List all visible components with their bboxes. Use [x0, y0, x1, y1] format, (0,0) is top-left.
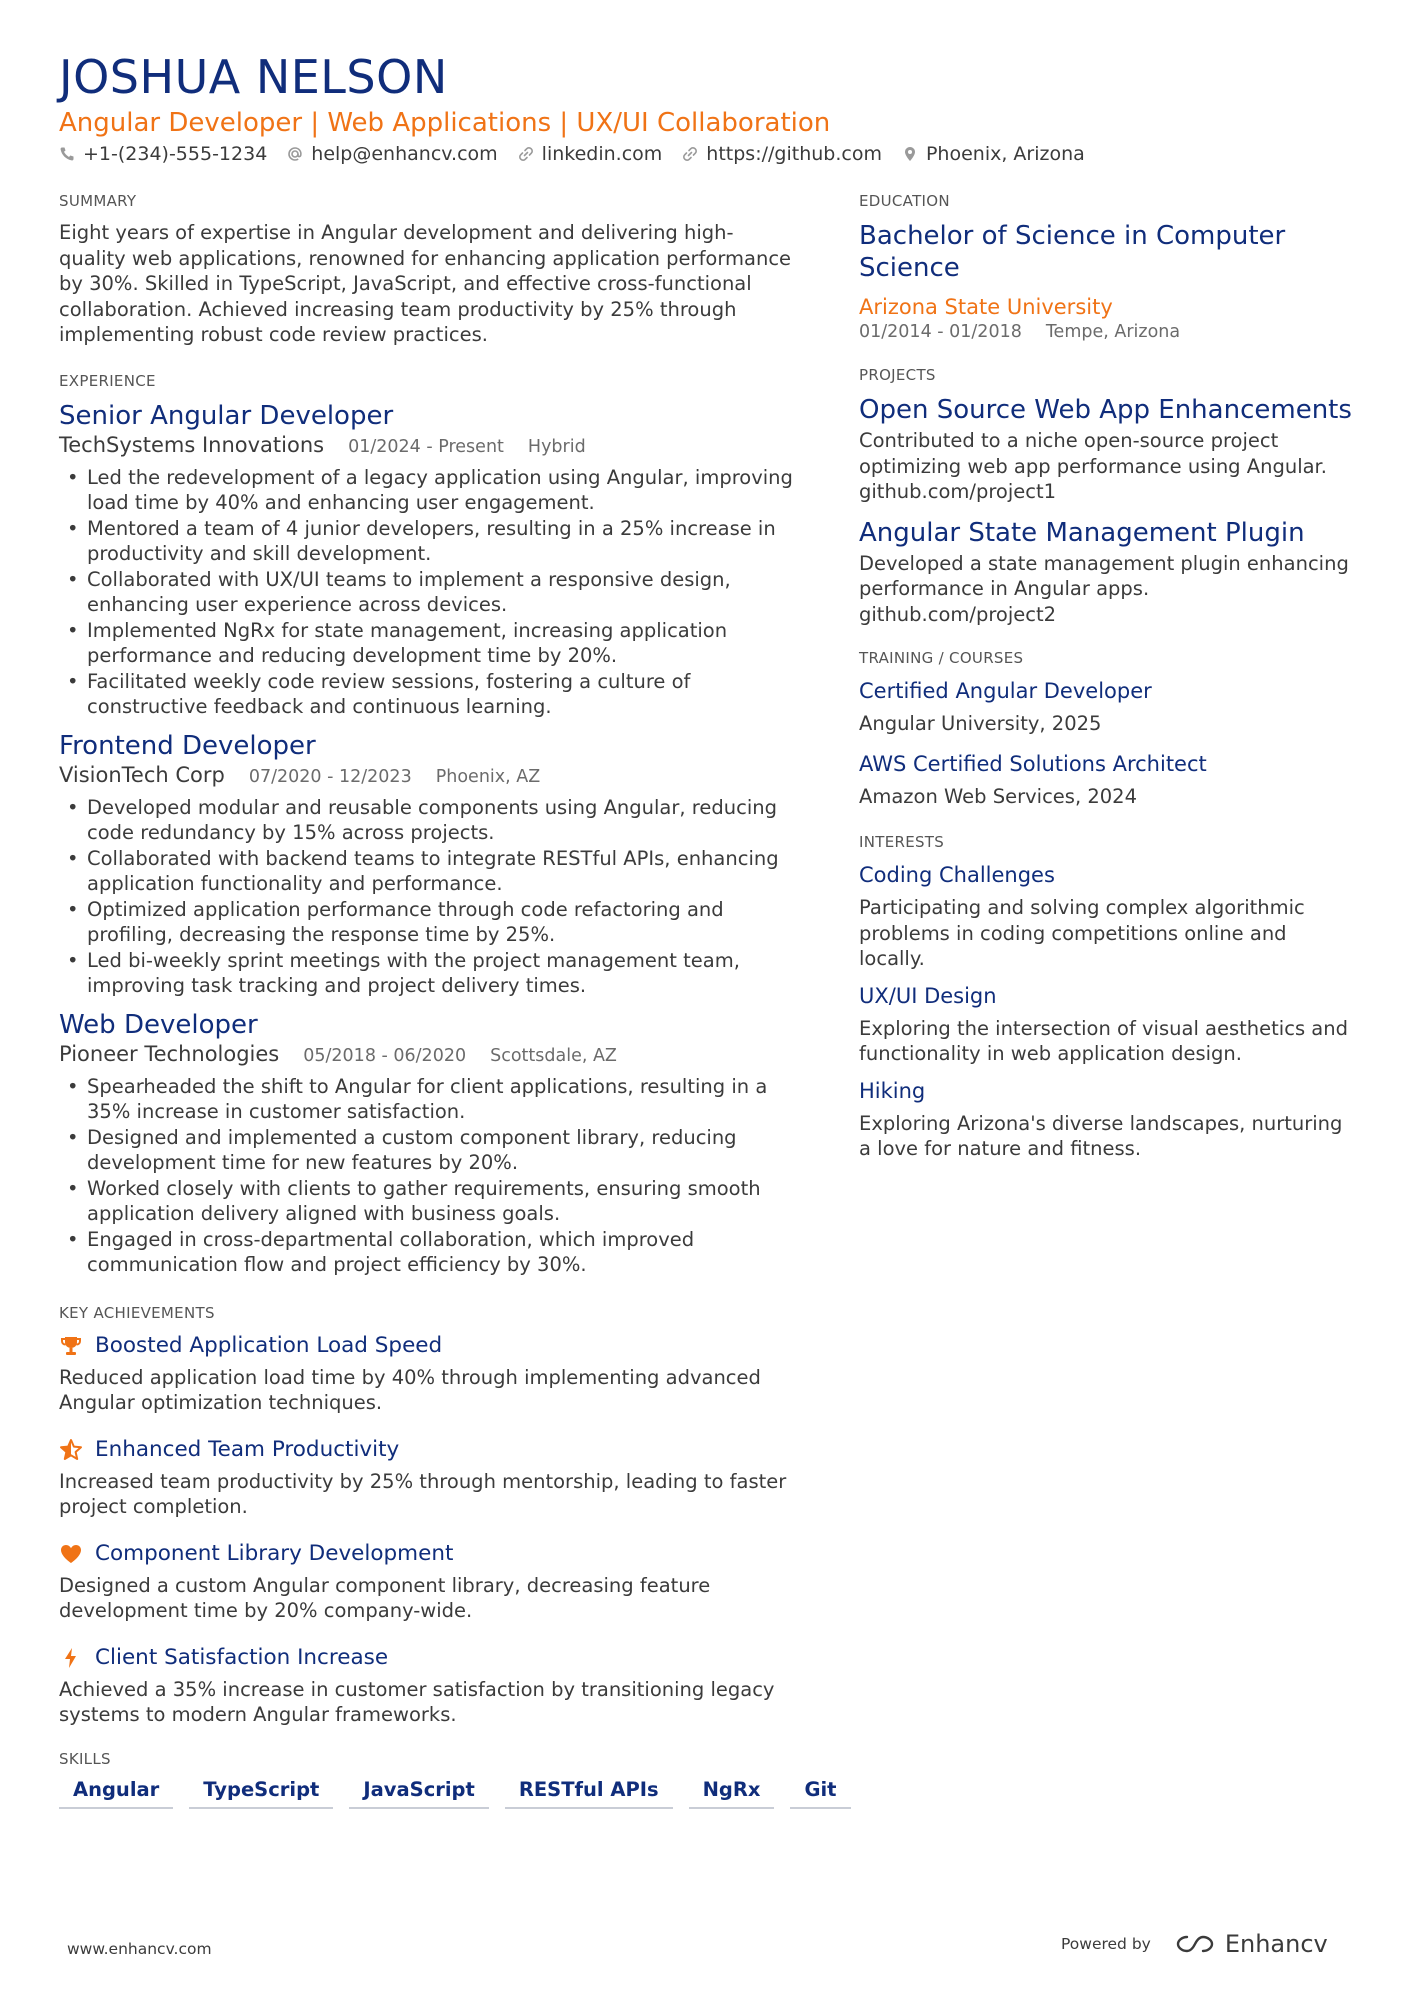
achievement-description [59, 1573, 809, 1624]
achievement-description [59, 1677, 809, 1728]
achievement-header [59, 1332, 809, 1360]
bullet-line: enhancing user experience across devices. [87, 593, 508, 616]
bullet-item [59, 516, 809, 567]
bullet-item [59, 846, 809, 897]
summary-heading: SUMMARY [59, 192, 137, 210]
project-line: performance in Angular apps. [859, 577, 1150, 600]
bullet-line: • Implemented NgRx for state management, increasing application [87, 618, 728, 642]
bullet-line: • Optimized application performance through code refactoring and [87, 897, 724, 921]
training-heading: TRAINING / COURSES [859, 649, 1024, 667]
bullet-line: • Led bi-weekly sprint meetings with the project management team, [87, 948, 740, 972]
company-name: Pioneer Technologies [59, 1041, 280, 1066]
contact-linkedin [518, 143, 663, 165]
bolt-icon [59, 1646, 83, 1670]
projects-heading: PROJECTS [859, 366, 936, 384]
summary-line: by 30%. Skilled in TypeScript, JavaScript, and effective cross-functional [59, 272, 752, 295]
candidate-name: JOSHUA NELSON [59, 50, 448, 104]
contact-email-text: help@enhancv.com [311, 143, 498, 165]
interest-line: locally. [859, 947, 925, 970]
project-link: github.com/project1 [859, 480, 1057, 503]
contact-github [682, 143, 882, 165]
bullet-line: • Developed modular and reusable components using Angular, reducing [87, 795, 777, 819]
course-title: Certified Angular Developer [859, 679, 1152, 703]
project-description [859, 428, 1359, 505]
project-line: optimizing web app performance using Angular. [859, 454, 1327, 478]
bullet-line: • Mentored a team of 4 junior developers, resulting in a 25% increase in [87, 516, 776, 540]
bullet-item [59, 1125, 809, 1176]
achievement-header [59, 1540, 809, 1568]
interest-item [859, 1077, 1359, 1162]
contact-location [902, 143, 1085, 165]
left-column [59, 192, 837, 1809]
enhancv-logo-icon [1173, 1932, 1217, 1956]
job-title: Frontend Developer [59, 730, 316, 761]
interest-item [859, 861, 1359, 972]
contact-phone [59, 143, 267, 165]
job-meta [59, 763, 809, 787]
achievements-section [59, 1304, 809, 1728]
course-provider: Amazon Web Services, 2024 [859, 785, 1137, 808]
bullet-line: • Facilitated weekly code review sessions, fostering a culture of [87, 669, 691, 693]
skills-heading: SKILLS [59, 1749, 111, 1768]
interest-description [859, 1016, 1359, 1067]
link-icon [518, 146, 534, 162]
achievement-line: Angular optimization techniques. [59, 1391, 383, 1414]
brand-logo[interactable] [1173, 1930, 1328, 1958]
achievement-line: Increased team productivity by 25% through mentorship, leading to faster [59, 1469, 787, 1493]
job-dates: 07/2020 - 12/2023 [248, 766, 412, 787]
summary-line: collaboration. Achieved increasing team productivity by 25% through [59, 297, 737, 321]
interest-line: a love for nature and fitness. [859, 1137, 1142, 1160]
skill-tag: NgRx [689, 1778, 775, 1809]
summary-section [59, 192, 809, 348]
bullet-line: development time for new features by 20%. [87, 1151, 519, 1174]
job-dates: 05/2018 - 06/2020 [303, 1045, 467, 1066]
bullet-line: load time by 40% and enhancing user engagement. [87, 491, 595, 514]
job-meta [59, 433, 809, 457]
achievement-item [59, 1644, 809, 1728]
bullet-line: • Collaborated with UX/UI teams to implement a responsive design, [87, 567, 731, 591]
achievement-header [59, 1436, 809, 1464]
experience-section [59, 372, 809, 1278]
job-location: Phoenix, AZ [435, 766, 541, 787]
interest-description [859, 1111, 1359, 1162]
project-link: github.com/project2 [859, 602, 1057, 626]
bullet-line: code redundancy by 15% across projects. [87, 821, 495, 844]
achievement-item [59, 1332, 809, 1416]
bullet-item [59, 1176, 809, 1227]
degree-line: Science [859, 253, 960, 283]
course-item [859, 677, 1359, 736]
achievement-line: Designed a custom Angular component library, decreasing feature [59, 1573, 711, 1597]
bullet-item [59, 465, 809, 516]
bullet-line: • Engaged in cross-departmental collaboration, which improved [87, 1227, 695, 1251]
job-title: Web Developer [59, 1009, 258, 1040]
summary-line: Eight years of expertise in Angular development and delivering high- [59, 221, 734, 244]
interest-title: UX/UI Design [859, 983, 997, 1008]
interest-line: Exploring Arizona's diverse landscapes, nurturing [859, 1111, 1343, 1135]
brand-name: Enhancv [1224, 1930, 1328, 1958]
footer-website[interactable]: www.enhancv.com [67, 1940, 212, 1958]
interests-section [859, 833, 1359, 1162]
interest-description [859, 895, 1359, 972]
course-item [859, 750, 1359, 809]
skill-tag: RESTful APIs [505, 1778, 673, 1809]
bullet-item [59, 897, 809, 948]
bullet-line: constructive feedback and continuous learning. [87, 695, 552, 718]
link-icon [682, 146, 698, 162]
training-section [859, 649, 1359, 809]
summary-text [59, 220, 809, 348]
bullet-item [59, 1227, 809, 1278]
project-line: Developed a state management plugin enhancing [859, 551, 1349, 575]
job-location: Hybrid [527, 436, 586, 457]
skills-section [59, 1749, 837, 1809]
bullet-line: application functionality and performance. [87, 872, 503, 895]
bullet-item [59, 795, 809, 846]
bullet-line: 35% increase in customer satisfaction. [87, 1100, 466, 1123]
interest-line: functionality in web application design. [859, 1042, 1242, 1065]
bullet-item [59, 948, 809, 999]
achievement-item [59, 1540, 809, 1624]
job-bullets [59, 795, 809, 999]
education-dates: 01/2014 - 01/2018 [859, 322, 1022, 342]
location-pin-icon [902, 146, 918, 162]
bullet-line: communication flow and project efficiency by 30%. [87, 1253, 587, 1276]
skills-list [59, 1777, 837, 1809]
interest-line: Participating and solving complex algorithmic [859, 896, 1305, 919]
project-item [859, 394, 1359, 505]
achievement-item [59, 1436, 809, 1520]
job-dates: 01/2024 - Present [348, 436, 504, 457]
education-meta [859, 322, 1359, 342]
job-bullets [59, 465, 809, 720]
company-name: TechSystems Innovations [59, 432, 325, 457]
interest-title: Hiking [859, 1078, 926, 1103]
bullet-line: • Spearheaded the shift to Angular for client applications, resulting in a [87, 1074, 768, 1098]
bullet-item [59, 567, 809, 618]
footer-branding [1061, 1930, 1328, 1958]
project-title: Open Source Web App Enhancements [859, 395, 1352, 425]
headline: Angular Developer | Web Applications | UX/UI Collaboration [59, 108, 831, 138]
trophy-icon [59, 1334, 83, 1358]
summary-line: quality web applications, renowned for enhancing application performance [59, 246, 792, 270]
job-entry [59, 730, 809, 999]
achievement-title: Boosted Application Load Speed [95, 1332, 443, 1358]
achievement-line: Reduced application load time by 40% through implementing advanced [59, 1365, 761, 1389]
right-column [859, 192, 1359, 1172]
powered-by-label: Powered by [1061, 1935, 1151, 1953]
achievement-description [59, 1469, 809, 1520]
contact-phone-text: +1-(234)-555-1234 [83, 143, 268, 165]
contact-bar [59, 143, 1085, 165]
bullet-line: improving task tracking and project delivery times. [87, 974, 587, 997]
bullet-line: • Designed and implemented a custom component library, reducing [87, 1125, 737, 1149]
degree-line: Bachelor of Science in Computer [859, 221, 1286, 251]
skill-tag: Git [790, 1778, 850, 1809]
contact-email [287, 143, 497, 165]
job-entry [59, 400, 809, 720]
bullet-line: performance and reducing development time by 20%. [87, 644, 618, 667]
bullet-line: application delivery aligned with business goals. [87, 1202, 561, 1225]
contact-linkedin-text: linkedin.com [541, 143, 663, 165]
school-name: Arizona State University [859, 295, 1113, 319]
education-location: Tempe, Arizona [1045, 322, 1181, 342]
bullet-line: • Collaborated with backend teams to integrate RESTful APIs, enhancing [87, 846, 779, 870]
bullet-line: • Led the redevelopment of a legacy application using Angular, improving [87, 465, 793, 489]
project-line: Contributed to a niche open-source project [859, 429, 1279, 452]
contact-location-text: Phoenix, Arizona [925, 143, 1085, 165]
job-title: Senior Angular Developer [59, 400, 394, 431]
summary-line: implementing robust code review practices. [59, 323, 488, 346]
degree [859, 220, 1359, 284]
bullet-item [59, 1074, 809, 1125]
skill-tag: JavaScript [349, 1778, 488, 1809]
course-title: AWS Certified Solutions Architect [859, 752, 1207, 776]
achievement-description [59, 1365, 809, 1416]
bullet-item [59, 669, 809, 720]
education-heading: EDUCATION [859, 192, 950, 210]
company-name: VisionTech Corp [59, 762, 225, 787]
experience-heading: EXPERIENCE [59, 371, 156, 390]
education-section [859, 192, 1359, 342]
achievement-line: systems to modern Angular frameworks. [59, 1703, 457, 1726]
skill-tag: Angular [59, 1778, 173, 1809]
bullet-line: profiling, decreasing the response time by 25%. [87, 923, 556, 946]
interest-item [859, 982, 1359, 1067]
project-description [859, 551, 1359, 628]
project-title: Angular State Management Plugin [859, 517, 1305, 548]
interests-heading: INTERESTS [859, 833, 945, 851]
bullet-line: productivity and skill development. [87, 542, 432, 565]
at-icon [287, 146, 303, 162]
bullet-line: • Worked closely with clients to gather requirements, ensuring smooth [87, 1176, 761, 1200]
job-bullets [59, 1074, 809, 1278]
job-location: Scottsdale, AZ [490, 1045, 617, 1066]
job-meta [59, 1042, 809, 1066]
job-entry [59, 1009, 809, 1278]
achievement-title: Component Library Development [95, 1540, 454, 1566]
project-item [859, 517, 1359, 628]
interest-title: Coding Challenges [859, 863, 1055, 887]
achievement-title: Client Satisfaction Increase [95, 1644, 389, 1670]
star-icon [59, 1438, 83, 1462]
course-provider: Angular University, 2025 [859, 712, 1102, 735]
achievement-header [59, 1644, 809, 1672]
achievements-heading: KEY ACHIEVEMENTS [59, 1303, 215, 1322]
bullet-item [59, 618, 809, 669]
achievement-line: Achieved a 35% increase in customer satisfaction by transitioning legacy [59, 1677, 775, 1701]
interest-line: problems in coding competitions online and [859, 921, 1287, 945]
phone-icon [59, 146, 75, 162]
achievement-line: development time by 20% company-wide. [59, 1599, 473, 1622]
achievement-title: Enhanced Team Productivity [95, 1436, 400, 1462]
heart-icon [59, 1542, 83, 1566]
achievement-line: project completion. [59, 1495, 248, 1518]
skill-tag: TypeScript [189, 1778, 333, 1809]
contact-github-text: https://github.com [706, 143, 882, 165]
projects-section [859, 366, 1359, 627]
interest-line: Exploring the intersection of visual aesthetics and [859, 1016, 1348, 1040]
